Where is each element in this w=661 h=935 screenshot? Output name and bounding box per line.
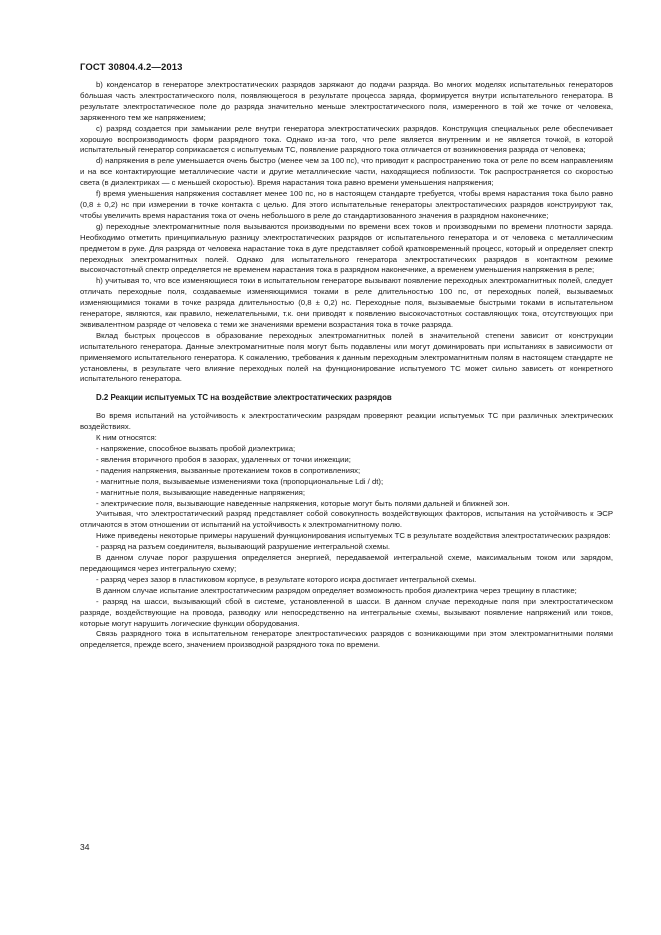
standard-header: ГОСТ 30804.4.2—2013 <box>80 62 183 73</box>
paragraph-intro: Во время испытаний на устойчивость к электростатическим разрядам проверяют реакции испытуемых ТС при различных электрических воздействиях. <box>80 411 613 432</box>
paragraph-b: b) конденсатор в генераторе электростатических разрядов заряжают до подачи разряда. Во многих моделях испытательных генераторов бо́льшая часть электростатического поля, появляющегося в результате процесса заряда, формируется внутри испытательного генератора. В результате электростатическое поле до разряда значительно меньше электростатического поля, измеренного в той же точке от человека, заряженного тем же напряжением; <box>80 80 613 122</box>
paragraph-esd-combination: Учитывая, что электростатический разряд представляет собой совокупность воздействующих факторов, испытания на устойчивость к ЭСР отличаются в этом отношении от испытаний на устойчивость к электромагнитному полю. <box>80 509 613 530</box>
paragraph-c: c) разряд создается при замыкании реле внутри генератора электростатических разрядов. Конструкция специальных реле обеспечивает хорошую воспроизводимость форм разрядного тока. Однако из-за того, что реле является внутренним и не является точкой, в которой испытательный генератор соприкасается с испытуемым ТС, появление разрядного тока отличается от возникновения разряда от человека; <box>80 123 613 155</box>
paragraph-list-lead: К ним относятся: <box>96 433 157 443</box>
paragraph-explanation: В данном случае порог разрушения определяется энергией, передаваемой интегральной схеме, максимальным током или зарядом, передающимся через интегральную схему; <box>80 553 613 573</box>
list-item: - разряд через зазор в пластиковом корпусе, в результате которого искра достигает интегральной схемы. <box>96 574 477 584</box>
paragraph-d: d) напряжения в реле уменьшается очень быстро (менее чем за 100 пс), что приводит к распространению тока от реле по всем направлениям и на все контактирующие металлические части и другие металлические части, находящиеся поблизости. Ток распространяется со скоростью света (в диэлектриках — с меньшей скоростью). Время нарастания тока равно времени уменьшения напряжения; <box>80 156 613 188</box>
paragraph-explanation: В данном случае испытание электростатическим разрядом определяет возможность пробоя диэлектрика через трещину в пластике; <box>96 585 577 595</box>
list-item: - разряд на разъем соединителя, вызывающий разрушение интегральной схемы. <box>96 542 391 552</box>
page-body <box>80 80 613 651</box>
list-item: - магнитные поля, вызывающие наведенные напряжения; <box>96 487 306 497</box>
list-item: - разряд на шасси, вызывающий сбой в системе, установленной в шасси. В данном случае переходные поля при электростатическом разряде, воздействующие на провода, разводку или непосредственно на интегральные схемы, вызывают появление напряжений или токов, которые могут нарушить логические функции оборудования. <box>80 596 613 628</box>
section-heading: D.2 Реакции испытуемых ТС на воздействие электростатических разрядов <box>96 393 392 403</box>
paragraph-final: Связь разрядного тока в испытательном генераторе электростатических разрядов с возникающими при этом электромагнитными полями определяется, прежде всего, значением производной разрядного тока по времени. <box>80 629 613 650</box>
list-item: - падения напряжения, вызванные протеканием токов в сопротивлениях; <box>96 465 361 475</box>
paragraph-g: g) переходные электромагнитные поля вызываются производными по времени всех токов и производными по времени плотности заряда. Необходимо отметить принципиальную разницу электростатических разрядов от испытательного генератора и от человека с металлическим предметом в руке. Для разряда от человека нарастание тока в дуге представляет собой кратковременный процесс, который и определяет спектр переходных электромагнитных полей. Однако для испытательного генератора электростатических разрядов в контактном режиме высокочастотный спектр определяется не временем нарастания тока в разрядном наконечнике, а временем уменьшения напряжения в реле; <box>80 221 613 275</box>
paragraph-fast-processes: Вклад быстрых процессов в образование переходных электромагнитных полей в значительной степени зависит от конструкции испытательного генератора. Данные электромагнитные поля могут быть подавлены или могут доминировать при испытаниях в зависимости от применяемого испытательного генератора. К сожалению, требования к данным переходным электромагнитным полям в настоящем стандарте не установлены, в результате чего влияние переходных полей на функционирование испытуемого ТС может сильно зависеть от конкретного испытательного генератора. <box>80 330 613 384</box>
list-item: - явления вторичного пробоя в зазорах, удаленных от точки инжекции; <box>96 454 351 464</box>
paragraph-h: h) учитывая то, что все изменяющиеся токи в испытательном генераторе вызывают появление переходных электромагнитных полей, следует отличать переходные поля, создаваемые изменяющимися токами в реле длительностью 100 пс, от переходных полей, вызываемых изменяющимися токами в точке разряда длительностью (0,8 ± 0,2) нс. Переходные поля, вызываемые быстрыми токами в испытательном генераторе, являются, как правило, нежелательными, т.к. они приводят к появлению высокочастотных составляющих тока, отсутствующих при эквивалентном разряде от человека с теми же значениями времени возрастания тока в точке разряда. <box>80 276 613 329</box>
list-item: - напряжение, способное вызвать пробой диэлектрика; <box>96 444 296 453</box>
paragraph-examples-lead: Ниже приведены некоторые примеры нарушений функционирования испытуемых ТС в результате воздействия электростатических разрядов: <box>96 531 611 541</box>
list-item: - магнитные поля, вызываемые изменениями тока (пропорциональные Ldi / dt); <box>96 476 384 486</box>
list-item: - электрические поля, вызывающие наведенные напряжения, которые могут быть полями дальней и ближней зон. <box>96 498 510 508</box>
paragraph-f: f) время уменьшения напряжения составляет менее 100 пс, но в настоящем стандарте требуется, чтобы время нарастания тока было равно (0,8 ± 0,2) нс при измерении в точке контакта с целью. Для этого испытательные генераторы электростатических разрядов конструируют так, чтобы увеличить время нарастания тока от очень небольшого в реле до стандартизованного значения в разрядном наконечнике; <box>80 189 613 220</box>
page-number: 34 <box>80 842 90 852</box>
